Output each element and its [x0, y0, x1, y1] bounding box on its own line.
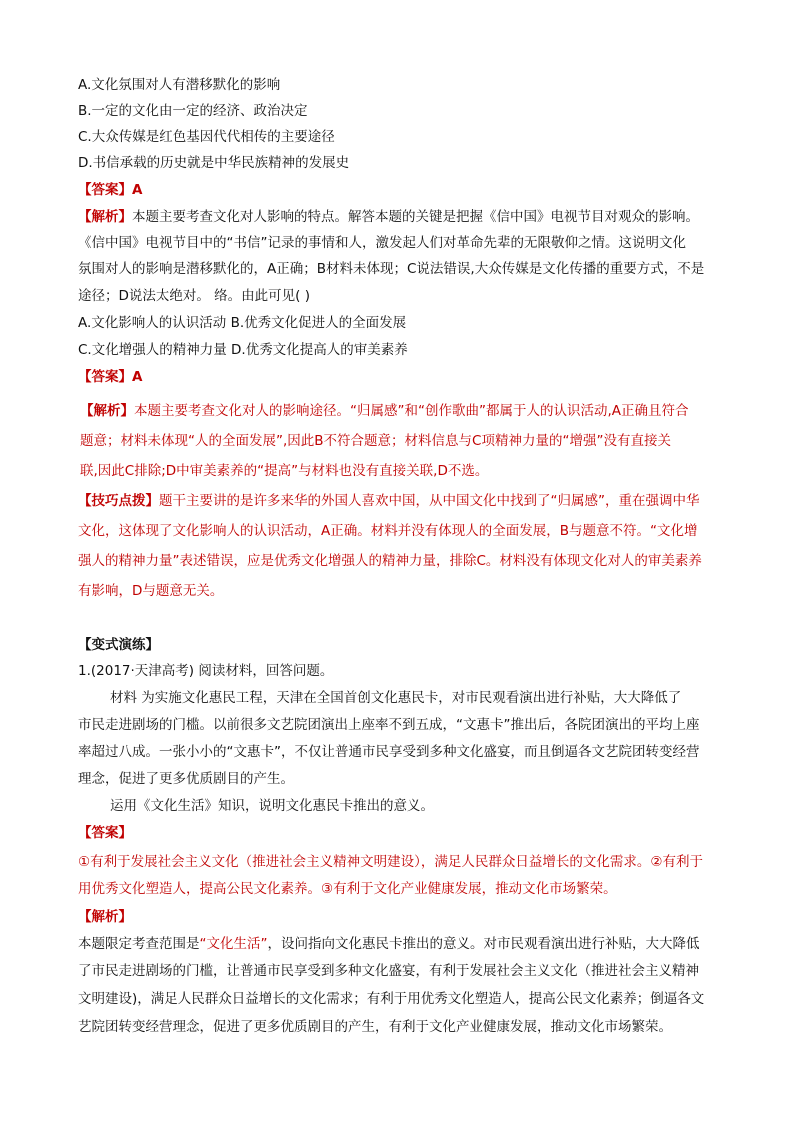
tip-text: 强人的精神力量”表述错误，应是优秀文化增强人的精神力量，排除C。材料没有体现文化对人的审美素养 [78, 553, 702, 569]
analysis-text: 《信中国》电视节目中的“书信”记录的事情和人，激发起人们对革命先辈的无限敬仰之情。这说明文化 [78, 235, 686, 251]
answer-label: 【答案】 [78, 825, 132, 841]
option-a: A.文化氛围对人有潜移默化的影响 [78, 77, 281, 93]
option-c: C.大众传媒是红色基因代代相传的主要途径 [78, 129, 335, 145]
analysis-line-2 [80, 402, 689, 420]
analysis-text: 文明建设)，满足人民群众日益增长的文化需求；有利于用优秀文化塑造人，提高公民文化素养；倒逼各文 [78, 991, 705, 1007]
material-text: 率超过八成。一张小小的“文惠卡”，不仅让普通市民享受到多种文化盛宴，而且倒逼各文艺院团转变经营 [78, 744, 700, 760]
tip-text: 文化，这体现了文化影响人的认识活动，A正确。材料并没有体现人的全面发展，B与题意不符。“文化增 [78, 523, 698, 539]
analysis-keyword: “文化生活” [199, 936, 268, 952]
material-text: 理念，促进了更多优质剧目的产生。 [78, 771, 294, 787]
material-text: 材料 为实施文化惠民工程，天津在全国首创文化惠民卡，对市民观看演出进行补贴，大大降低了 [110, 690, 682, 706]
tip-text: 题干主要讲的是许多来华的外国人喜欢中国，从中国文化中找到了 [159, 493, 551, 509]
analysis-label: 【解析】 [78, 209, 132, 225]
tip-label: 【技巧点拨】 [78, 493, 159, 509]
answer-text: ①有利于发展社会主义文化（推进社会主义精神文明建设），满足人民群众日益增长的文化需求。②有利于 [78, 854, 703, 870]
analysis-text: 题意；材料未体现“人的全面发展”,因此B不符合题意；材料信息与C项精神力量的“增强”没有直接关 [80, 433, 671, 449]
analysis-text: 本题主要考查文化对人的影响途径。“归属感”和“创作歌曲”都属于人的认识活动,A正确且符合 [134, 403, 689, 419]
analysis-text: ，设问指向文化惠民卡推出的意义。对市民观看演出进行补贴，大大降低 [267, 936, 700, 952]
material-text: 市民走进剧场的门槛。以前很多文艺院团演出上座率不到五成，“文惠卡”推出后，各院团演出的平均上座 [78, 717, 700, 733]
analysis-line-3 [78, 935, 700, 953]
analysis-text: 途径；D说法太绝对。 络。由此可见( ) [78, 288, 311, 304]
answer-text: 用优秀文化塑造人，提高公民文化素养。③有利于文化产业健康发展，推动文化市场繁荣。 [78, 881, 617, 897]
analysis-text: 艺院团转变经营理念，促进了更多优质剧目的产生，有利于文化产业健康发展，推动文化市场繁荣。 [78, 1019, 672, 1035]
analysis-text: 氛围对人的影响是潜移默化的，A正确；B材料未体现；C说法错误,大众传媒是文化传播的重要方式，不是 [78, 261, 705, 277]
answer-label: 【答案】 [78, 369, 132, 385]
answer-value: A [132, 369, 143, 385]
analysis-label: 【解析】 [80, 403, 134, 419]
analysis-text: 本题限定考查范围是 [78, 936, 200, 952]
answer-line-1 [78, 181, 142, 199]
tip-line-1 [78, 492, 700, 510]
tip-keyword: “归属感” [550, 493, 605, 509]
analysis-label: 【解析】 [78, 909, 132, 925]
analysis-text: 联,因此C排除;D中审美素养的“提高”与材料也没有直接关联,D不选。 [80, 463, 489, 479]
tip-text: 有影响，D与题意无关。 [78, 583, 224, 599]
options-cd: C.文化增强人的精神力量 D.优秀文化提高人的审美素养 [78, 342, 408, 358]
question-text: 运用《文化生活》知识，说明文化惠民卡推出的意义。 [110, 798, 434, 814]
option-d: D.书信承载的历史就是中华民族精神的发展史 [78, 155, 350, 171]
tip-text: ，重在强调中华 [605, 493, 700, 509]
answer-value: A [132, 182, 143, 198]
options-ab: A.文化影响人的认识活动 B.优秀文化促进人的全面发展 [78, 315, 407, 331]
answer-line-2 [78, 368, 142, 386]
analysis-text: 本题主要考查文化对人影响的特点。解答本题的关键是把握《信中国》电视节目对观众的影响。 [132, 209, 699, 225]
section-title: 【变式演练】 [78, 637, 159, 653]
analysis-text: 了市民走进剧场的门槛，让普通市民享受到多种文化盛宴，有利于发展社会主义文化（推进社会主义精神 [78, 963, 699, 979]
question-intro: 1.(2017·天津高考) 阅读材料，回答问题。 [78, 663, 334, 679]
analysis-line-1 [78, 208, 699, 226]
answer-label: 【答案】 [78, 182, 132, 198]
option-b: B.一定的文化由一定的经济、政治决定 [78, 103, 308, 119]
